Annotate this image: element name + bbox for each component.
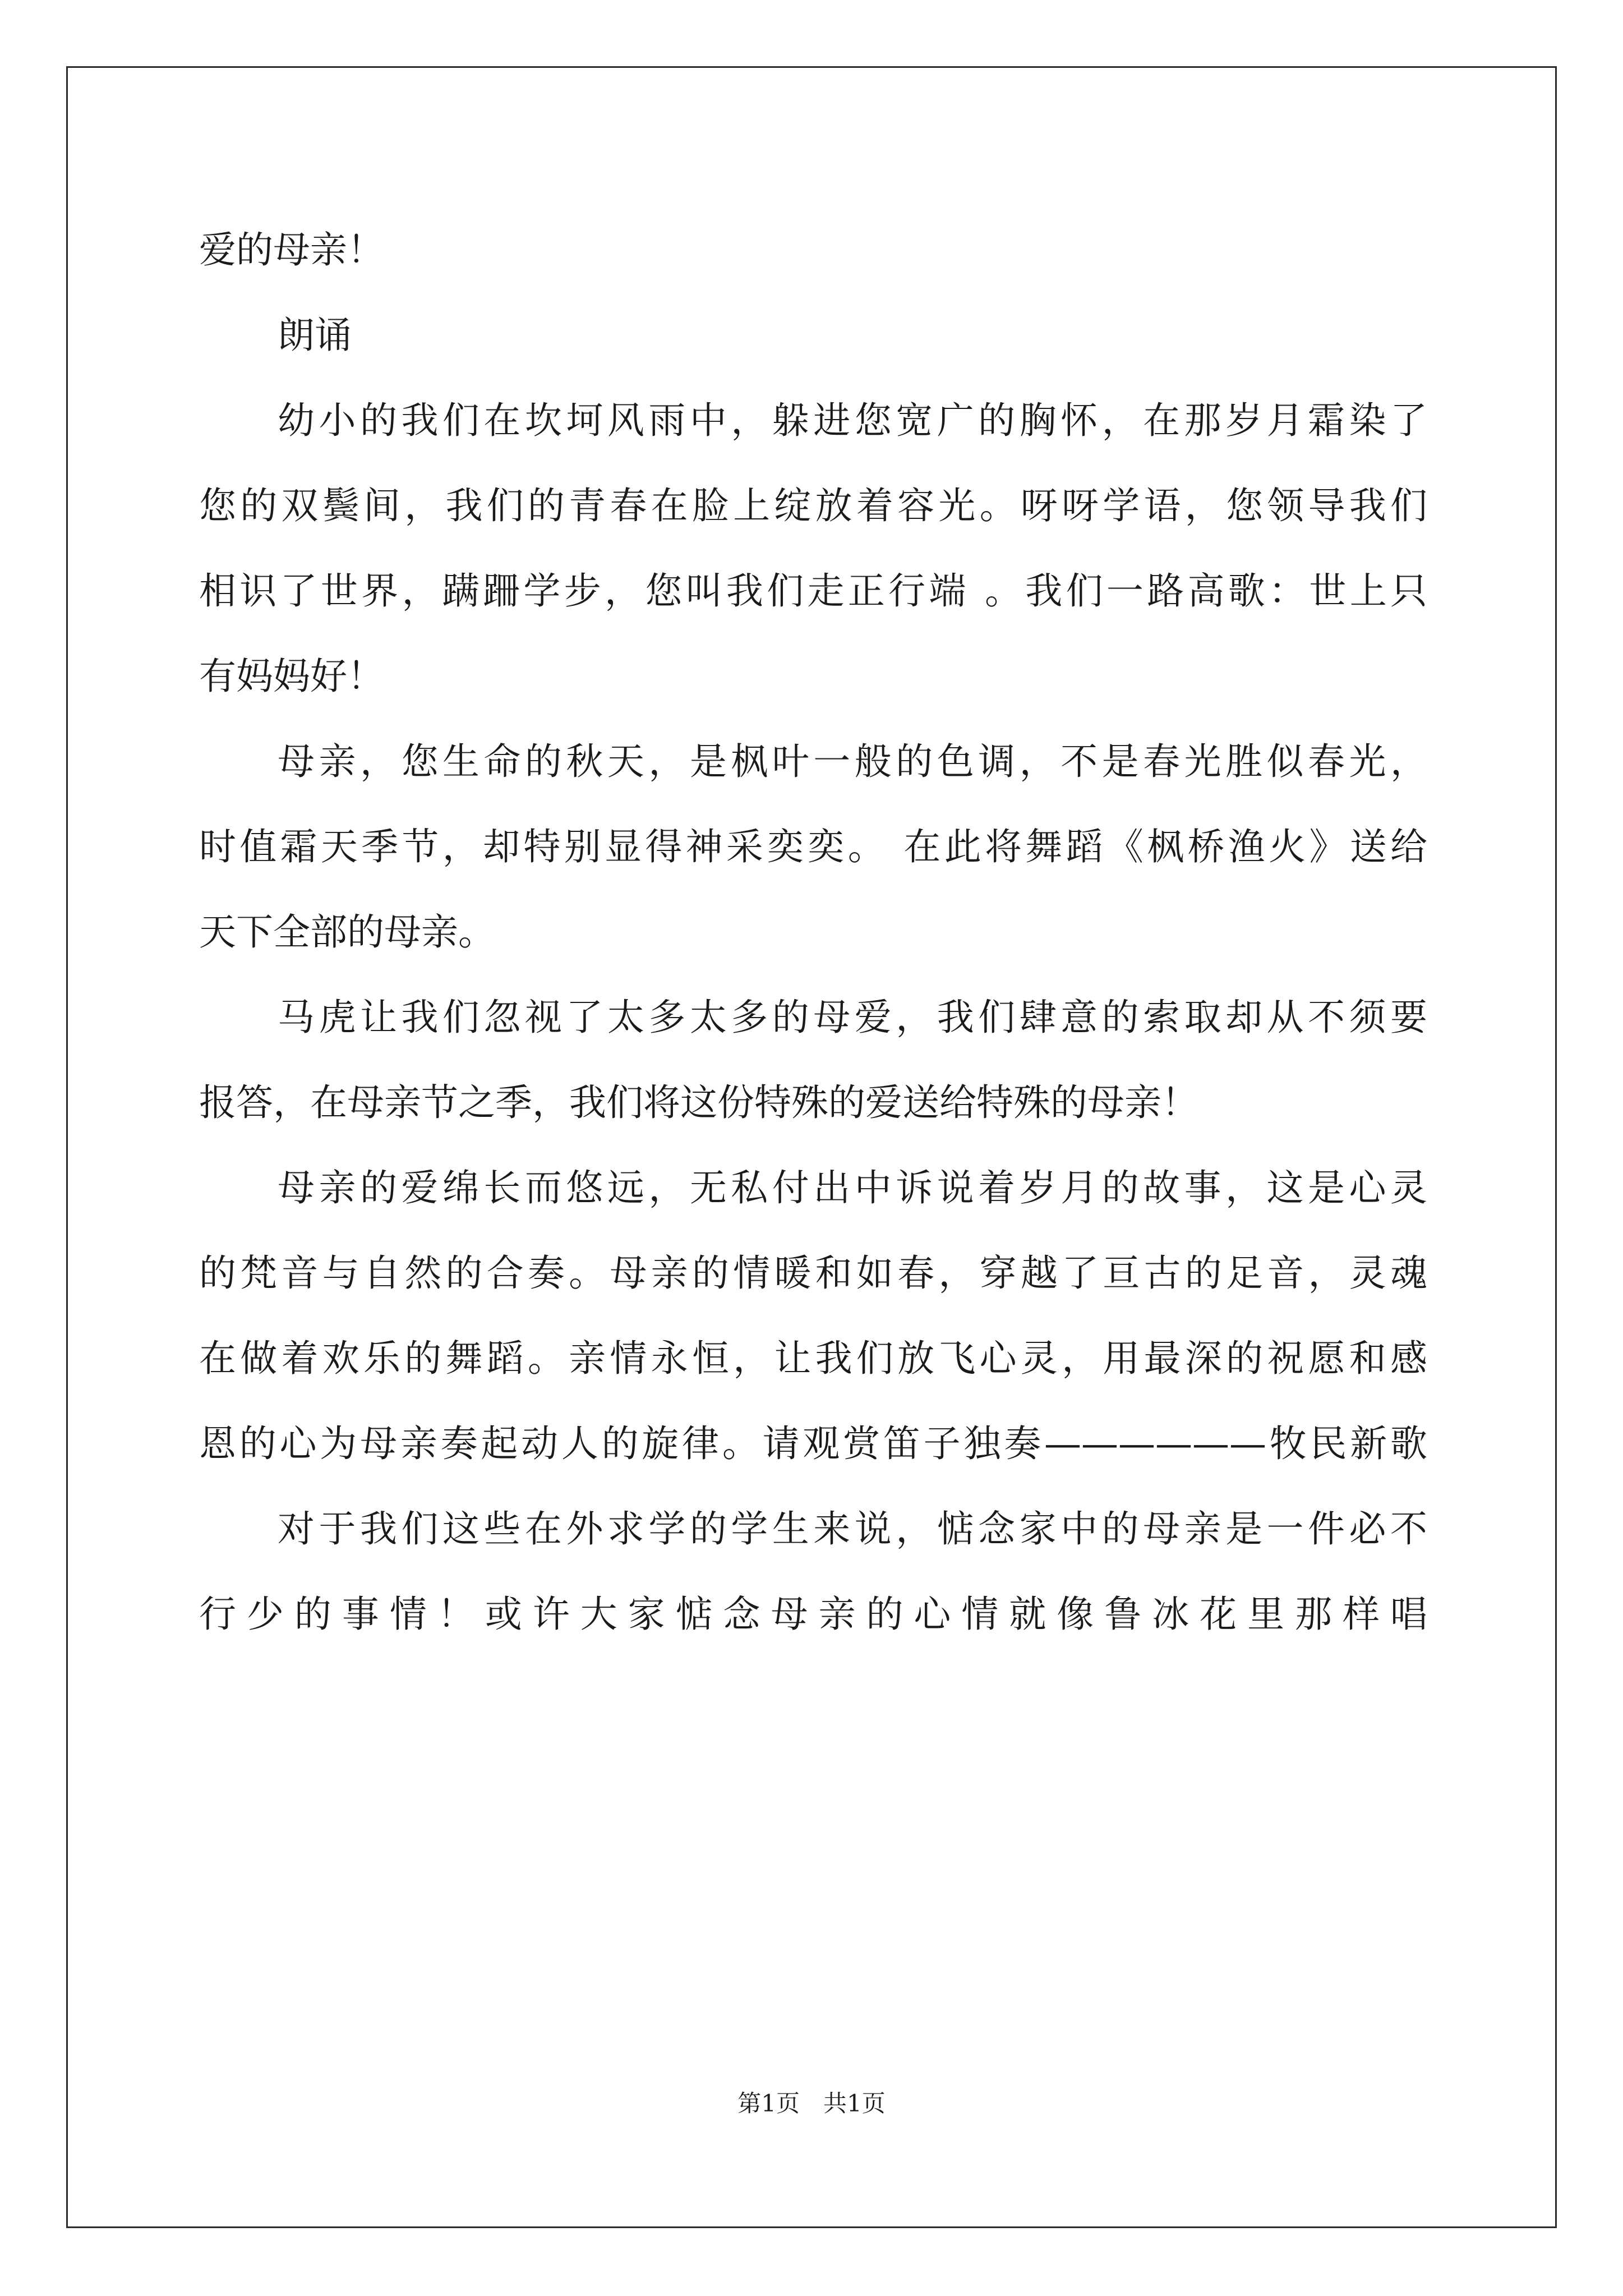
text-line: 母亲，您生命的秋天，是枫叶一般的色调，不是春光胜似春光， bbox=[278, 740, 1427, 783]
text-line: 母亲的爱绵长而悠远，无私付出中诉说着岁月的故事，这是心灵 bbox=[278, 1166, 1427, 1209]
text-line: 马虎让我们忽视了太多太多的母爱，我们肆意的索取却从不须要 bbox=[278, 996, 1427, 1039]
text-line: 您的双鬓间，我们的青春在脸上绽放着容光。呀呀学语，您领导我们 bbox=[199, 484, 1427, 527]
text-line: 有妈妈好！ bbox=[199, 655, 384, 698]
text-line: 爱的母亲！ bbox=[199, 228, 384, 272]
text-line: 对于我们这些在外求学的学生来说，惦念家中的母亲是一件必不 bbox=[278, 1507, 1427, 1550]
page-number-footer: 第1页 共1页 bbox=[737, 2090, 886, 2117]
text-line: 报答，在母亲节之季，我们将这份特殊的爱送给特殊的母亲！ bbox=[199, 1081, 1198, 1124]
text-line: 幼小的我们在坎坷风雨中，躲进您宽广的胸怀，在那岁月霜染了 bbox=[278, 399, 1427, 442]
text-line: 时值霜天季节，却特别显得神采奕奕。 在此将舞蹈《枫桥渔火》送给 bbox=[199, 825, 1427, 868]
text-line: 在做着欢乐的舞蹈。亲情永恒，让我们放飞心灵，用最深的祝愿和感 bbox=[199, 1337, 1427, 1380]
text-line: 相识了世界，蹒跚学步，您叫我们走正行端 。我们一路高歌：世上只 bbox=[199, 569, 1427, 613]
text-line: 的梵音与自然的合奏。母亲的情暖和如春，穿越了亘古的足音，灵魂 bbox=[199, 1251, 1427, 1295]
text-line: 天下全部的母亲。 bbox=[199, 910, 495, 954]
text-line: 朗诵 bbox=[278, 314, 352, 357]
document-body bbox=[199, 208, 1427, 1657]
text-line: 恩的心为母亲奏起动人的旋律。请观赏笛子独奏——————牧民新歌 bbox=[199, 1422, 1427, 1465]
text-line: 行少的事情！或许大家惦念母亲的心情就像鲁冰花里那样唱 bbox=[199, 1593, 1427, 1636]
